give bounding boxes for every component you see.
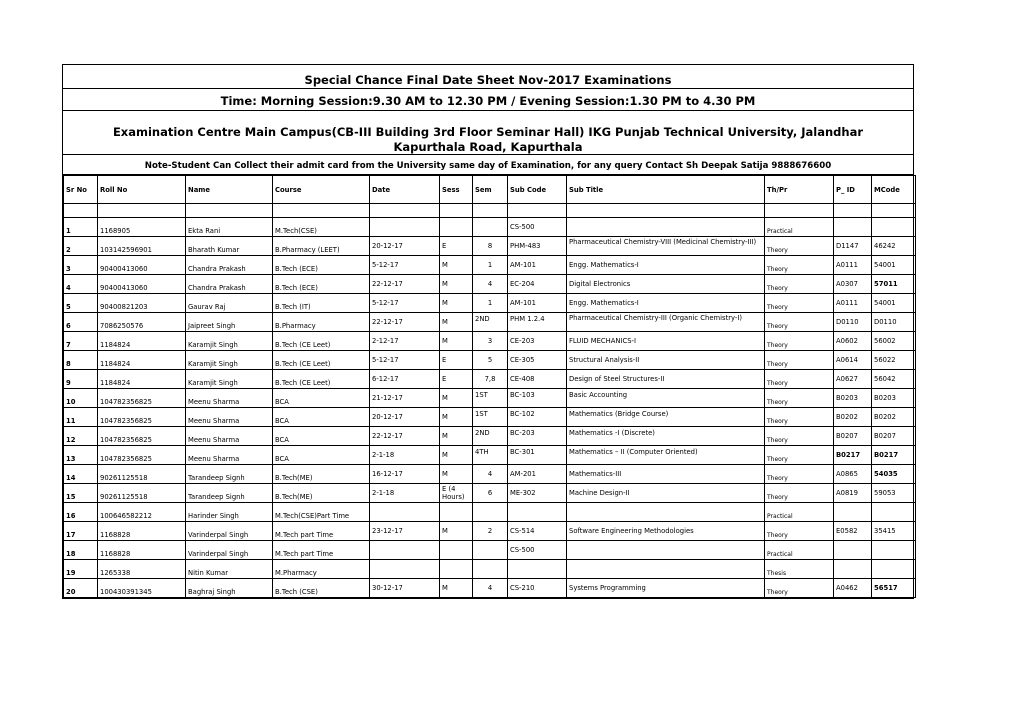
paper-id-cell: B0202 (834, 408, 872, 427)
exam-centre (63, 111, 913, 155)
date-cell: 21-12-17 (370, 389, 440, 408)
course-cell: B.Tech (CE Leet) (273, 332, 370, 351)
sr-cell: 9 (64, 370, 98, 389)
paper-id-cell: A0111 (834, 294, 872, 313)
sub-code-cell: CS-500 (508, 218, 567, 237)
course-cell: B.Tech (CSE) (273, 579, 370, 598)
name-cell: Meenu Sharma (186, 408, 273, 427)
session-cell (440, 503, 473, 522)
course-cell: BCA (273, 408, 370, 427)
name-cell: Meenu Sharma (186, 446, 273, 465)
th-pr-cell: Theory (765, 408, 834, 427)
sub-title-cell: Software Engineering Methodologies (567, 522, 765, 541)
course-cell: M.Tech part Time (273, 541, 370, 560)
date-cell (370, 560, 440, 579)
mcode-cell: 54035 (872, 465, 916, 484)
paper-id-cell: B0207 (834, 427, 872, 446)
semester-cell: 8 (473, 237, 508, 256)
sub-code-cell: AM-101 (508, 294, 567, 313)
sub-title-cell: Engg. Mathematics-I (567, 294, 765, 313)
paper-id-cell: A0462 (834, 579, 872, 598)
col-header: Sr No (64, 176, 98, 204)
name-cell: Bharath Kumar (186, 237, 273, 256)
sr-cell: 8 (64, 351, 98, 370)
sub-code-cell: AM-101 (508, 256, 567, 275)
session-cell: M (440, 522, 473, 541)
exam-centre-line1: Examination Centre Main Campus(CB-III Building 3rd Floor Seminar Hall) IKG Punjab Technical University, Jalandhar (112, 125, 864, 139)
roll-no-cell: 104782356825 (98, 446, 186, 465)
paper-id-cell: A0307 (834, 275, 872, 294)
sub-code-cell: BC-203 (508, 427, 567, 446)
mcode-cell: B0207 (872, 427, 916, 446)
session-cell (440, 560, 473, 579)
course-cell: B.Pharmacy (273, 313, 370, 332)
mcode-cell: 56002 (872, 332, 916, 351)
date-cell (370, 218, 440, 237)
date-cell: 20-12-17 (370, 237, 440, 256)
date-cell: 2-1-18 (370, 484, 440, 503)
mcode-cell (872, 560, 916, 579)
th-pr-cell: Theory (765, 484, 834, 503)
semester-cell: 4 (473, 465, 508, 484)
date-cell: 5-12-17 (370, 351, 440, 370)
date-cell: 5-12-17 (370, 256, 440, 275)
note: Note-Student Can Collect their admit card from the University same day of Examination, for any query Contact Sh Deepak Satija 9888676600 (63, 155, 913, 175)
sr-cell: 18 (64, 541, 98, 560)
sub-title-cell: Engg. Mathematics-I (567, 256, 765, 275)
table-row (64, 332, 916, 351)
sub-title-cell: Mathematics – II (Computer Oriented) (567, 446, 765, 465)
mcode-cell (872, 541, 916, 560)
paper-id-cell: A0627 (834, 370, 872, 389)
table-row (64, 503, 916, 522)
sub-title-cell: Mathematics -I (Discrete) (567, 427, 765, 446)
course-cell: B.Tech (ECE) (273, 256, 370, 275)
semester-cell: 1ST (473, 408, 508, 427)
name-cell: Varinderpal Singh (186, 541, 273, 560)
th-pr-cell: Theory (765, 465, 834, 484)
paper-id-cell: A0602 (834, 332, 872, 351)
sub-code-cell: EC-204 (508, 275, 567, 294)
roll-no-cell: 104782356825 (98, 427, 186, 446)
roll-no-cell: 1265338 (98, 560, 186, 579)
th-pr-cell: Theory (765, 389, 834, 408)
th-pr-cell: Theory (765, 427, 834, 446)
sub-code-cell: CE-305 (508, 351, 567, 370)
semester-cell: 4 (473, 275, 508, 294)
name-cell: Meenu Sharma (186, 389, 273, 408)
semester-cell: 2 (473, 522, 508, 541)
semester-cell (473, 503, 508, 522)
session-cell: M (440, 427, 473, 446)
th-pr-cell: Theory (765, 522, 834, 541)
semester-cell: 5 (473, 351, 508, 370)
mcode-cell: 59053 (872, 484, 916, 503)
date-cell: 22-12-17 (370, 427, 440, 446)
table-row (64, 370, 916, 389)
table-row (64, 560, 916, 579)
semester-cell (473, 218, 508, 237)
sheet-title: Special Chance Final Date Sheet Nov-2017 Examinations (63, 65, 913, 89)
paper-id-cell: D1147 (834, 237, 872, 256)
name-cell: Chandra Prakash (186, 275, 273, 294)
exam-centre-line2: Kapurthala Road, Kapurthala (393, 140, 583, 154)
roll-no-cell: 100646582212 (98, 503, 186, 522)
table-row (64, 465, 916, 484)
name-cell: Nitin Kumar (186, 560, 273, 579)
course-cell: M.Tech(CSE)Part Time (273, 503, 370, 522)
paper-id-cell: A0111 (834, 256, 872, 275)
sub-title-cell: FLUID MECHANICS-I (567, 332, 765, 351)
th-pr-cell: Theory (765, 294, 834, 313)
table-row (64, 408, 916, 427)
sub-code-cell: CS-210 (508, 579, 567, 598)
date-cell: 22-12-17 (370, 313, 440, 332)
name-cell: Meenu Sharma (186, 427, 273, 446)
date-cell: 5-12-17 (370, 294, 440, 313)
session-cell: M (440, 408, 473, 427)
paper-id-cell (834, 541, 872, 560)
course-cell: BCA (273, 427, 370, 446)
name-cell: Karamjit Singh (186, 351, 273, 370)
table-row (64, 541, 916, 560)
session-cell: M (440, 313, 473, 332)
roll-no-cell: 1168828 (98, 541, 186, 560)
col-header: Date (370, 176, 440, 204)
col-header: P_ ID (834, 176, 872, 204)
sub-code-cell: BC-102 (508, 408, 567, 427)
roll-no-cell: 90261125518 (98, 465, 186, 484)
col-header: Roll No (98, 176, 186, 204)
name-cell: Chandra Prakash (186, 256, 273, 275)
table-row (64, 275, 916, 294)
table-row (64, 256, 916, 275)
roll-no-cell: 1184824 (98, 332, 186, 351)
th-pr-cell: Practical (765, 503, 834, 522)
mcode-cell (872, 218, 916, 237)
th-pr-cell: Theory (765, 237, 834, 256)
session-cell (440, 218, 473, 237)
session-cell: E (4 Hours) (440, 484, 473, 503)
sr-cell: 16 (64, 503, 98, 522)
semester-cell: 1ST (473, 389, 508, 408)
paper-id-cell (834, 560, 872, 579)
col-header: Course (273, 176, 370, 204)
session-cell: M (440, 294, 473, 313)
sub-code-cell: PHM 1.2.4 (508, 313, 567, 332)
sub-code-cell: CE-408 (508, 370, 567, 389)
table-row (64, 351, 916, 370)
sr-cell: 6 (64, 313, 98, 332)
table-row (64, 522, 916, 541)
sub-title-cell (567, 560, 765, 579)
sr-cell: 10 (64, 389, 98, 408)
paper-id-cell: A0614 (834, 351, 872, 370)
session-cell: M (440, 332, 473, 351)
roll-no-cell: 104782356825 (98, 389, 186, 408)
roll-no-cell: 90261125518 (98, 484, 186, 503)
date-cell: 20-12-17 (370, 408, 440, 427)
roll-no-cell: 90400413060 (98, 256, 186, 275)
semester-cell: 4TH (473, 446, 508, 465)
semester-cell: 1 (473, 294, 508, 313)
session-cell: M (440, 256, 473, 275)
date-cell: 16-12-17 (370, 465, 440, 484)
session-cell: E (440, 370, 473, 389)
paper-id-cell: B0217 (834, 446, 872, 465)
sub-title-cell: Digital Electronics (567, 275, 765, 294)
date-cell (370, 541, 440, 560)
semester-cell: 2ND (473, 313, 508, 332)
sr-cell: 13 (64, 446, 98, 465)
date-cell: 6-12-17 (370, 370, 440, 389)
spacer-row (64, 204, 916, 218)
sub-title-cell: Machine Design-II (567, 484, 765, 503)
th-pr-cell: Theory (765, 313, 834, 332)
date-cell: 2-12-17 (370, 332, 440, 351)
th-pr-cell: Thesis (765, 560, 834, 579)
th-pr-cell: Theory (765, 332, 834, 351)
table-header-row (64, 176, 916, 204)
date-sheet-table (63, 175, 916, 598)
roll-no-cell: 90400821203 (98, 294, 186, 313)
session-cell: M (440, 275, 473, 294)
mcode-cell: D0110 (872, 313, 916, 332)
mcode-cell: B0217 (872, 446, 916, 465)
col-header: MCode (872, 176, 916, 204)
sr-cell: 4 (64, 275, 98, 294)
date-cell: 22-12-17 (370, 275, 440, 294)
semester-cell: 2ND (473, 427, 508, 446)
semester-cell: 4 (473, 579, 508, 598)
sr-cell: 3 (64, 256, 98, 275)
table-row (64, 427, 916, 446)
table-row (64, 294, 916, 313)
sub-code-cell: BC-103 (508, 389, 567, 408)
mcode-cell: B0203 (872, 389, 916, 408)
table-row (64, 313, 916, 332)
paper-id-cell (834, 503, 872, 522)
mcode-cell (872, 503, 916, 522)
course-cell: B.Tech (CE Leet) (273, 370, 370, 389)
sr-cell: 11 (64, 408, 98, 427)
name-cell: Ekta Rani (186, 218, 273, 237)
sub-title-cell: Mathematics-III (567, 465, 765, 484)
course-cell: B.Tech(ME) (273, 465, 370, 484)
date-cell: 23-12-17 (370, 522, 440, 541)
mcode-cell: 57011 (872, 275, 916, 294)
th-pr-cell: Theory (765, 446, 834, 465)
sub-code-cell: CS-514 (508, 522, 567, 541)
sr-cell: 2 (64, 237, 98, 256)
sub-code-cell: BC-301 (508, 446, 567, 465)
col-header: Th/Pr (765, 176, 834, 204)
sub-title-cell (567, 503, 765, 522)
name-cell: Jaipreet Singh (186, 313, 273, 332)
course-cell: M.Tech(CSE) (273, 218, 370, 237)
session-cell: M (440, 389, 473, 408)
semester-cell (473, 560, 508, 579)
course-cell: B.Tech (IT) (273, 294, 370, 313)
course-cell: M.Tech part Time (273, 522, 370, 541)
sr-cell: 15 (64, 484, 98, 503)
semester-cell: 7,8 (473, 370, 508, 389)
date-cell: 30-12-17 (370, 579, 440, 598)
sub-title-cell: Design of Steel Structures-II (567, 370, 765, 389)
sub-code-cell: PHM-483 (508, 237, 567, 256)
table-row (64, 237, 916, 256)
roll-no-cell: 7086250576 (98, 313, 186, 332)
paper-id-cell (834, 218, 872, 237)
col-header: Sess (440, 176, 473, 204)
course-cell: B.Pharmacy (LEET) (273, 237, 370, 256)
sub-code-cell: AM-201 (508, 465, 567, 484)
name-cell: Tarandeep Signh (186, 484, 273, 503)
paper-id-cell: A0865 (834, 465, 872, 484)
mcode-cell: 54001 (872, 256, 916, 275)
sub-title-cell: Pharmaceutical Chemistry-III (Organic Chemistry-I) (567, 313, 765, 332)
mcode-cell: 56517 (872, 579, 916, 598)
paper-id-cell: D0110 (834, 313, 872, 332)
sub-title-cell: Basic Accounting (567, 389, 765, 408)
th-pr-cell: Theory (765, 370, 834, 389)
sr-cell: 1 (64, 218, 98, 237)
col-header: Sub Code (508, 176, 567, 204)
sub-code-cell (508, 503, 567, 522)
th-pr-cell: Theory (765, 275, 834, 294)
date-cell (370, 503, 440, 522)
sr-cell: 7 (64, 332, 98, 351)
mcode-cell: 56022 (872, 351, 916, 370)
course-cell: B.Tech (CE Leet) (273, 351, 370, 370)
th-pr-cell: Practical (765, 218, 834, 237)
session-cell: M (440, 465, 473, 484)
sub-title-cell: Mathematics (Bridge Course) (567, 408, 765, 427)
sub-title-cell (567, 218, 765, 237)
course-cell: BCA (273, 389, 370, 408)
sr-cell: 5 (64, 294, 98, 313)
course-cell: B.Tech (ECE) (273, 275, 370, 294)
sr-cell: 17 (64, 522, 98, 541)
date-cell: 2-1-18 (370, 446, 440, 465)
semester-cell: 6 (473, 484, 508, 503)
sub-title-cell: Pharmaceutical Chemistry-VIII (Medicinal Chemistry-III) (567, 237, 765, 256)
sub-title-cell (567, 541, 765, 560)
name-cell: Harinder Singh (186, 503, 273, 522)
th-pr-cell: Theory (765, 579, 834, 598)
course-cell: B.Tech(ME) (273, 484, 370, 503)
table-row (64, 579, 916, 598)
name-cell: Varinderpal Singh (186, 522, 273, 541)
roll-no-cell: 1168905 (98, 218, 186, 237)
sr-cell: 12 (64, 427, 98, 446)
table-row (64, 484, 916, 503)
name-cell: Karamjit Singh (186, 332, 273, 351)
session-cell: E (440, 237, 473, 256)
session-timings: Time: Morning Session:9.30 AM to 12.30 PM / Evening Session:1.30 PM to 4.30 PM (63, 89, 913, 111)
th-pr-cell: Theory (765, 351, 834, 370)
session-cell: M (440, 579, 473, 598)
paper-id-cell: E0582 (834, 522, 872, 541)
mcode-cell: 35415 (872, 522, 916, 541)
roll-no-cell: 1168828 (98, 522, 186, 541)
session-cell: E (440, 351, 473, 370)
name-cell: Tarandeep Signh (186, 465, 273, 484)
sub-code-cell: CE-203 (508, 332, 567, 351)
course-cell: M.Pharmacy (273, 560, 370, 579)
sub-title-cell: Structural Analysis-II (567, 351, 765, 370)
semester-cell: 3 (473, 332, 508, 351)
paper-id-cell: B0203 (834, 389, 872, 408)
col-header: Sem (473, 176, 508, 204)
sub-title-cell: Systems Programming (567, 579, 765, 598)
sr-cell: 19 (64, 560, 98, 579)
mcode-cell: 46242 (872, 237, 916, 256)
date-sheet (62, 64, 914, 599)
sub-code-cell: CS-500 (508, 541, 567, 560)
roll-no-cell: 1184824 (98, 351, 186, 370)
session-cell (440, 541, 473, 560)
col-header: Sub Title (567, 176, 765, 204)
name-cell: Baghraj Singh (186, 579, 273, 598)
semester-cell: 1 (473, 256, 508, 275)
semester-cell (473, 541, 508, 560)
mcode-cell: B0202 (872, 408, 916, 427)
th-pr-cell: Theory (765, 256, 834, 275)
roll-no-cell: 90400413060 (98, 275, 186, 294)
col-header: Name (186, 176, 273, 204)
sub-code-cell (508, 560, 567, 579)
sr-cell: 14 (64, 465, 98, 484)
mcode-cell: 56042 (872, 370, 916, 389)
name-cell: Gaurav Raj (186, 294, 273, 313)
name-cell: Karamjit Singh (186, 370, 273, 389)
session-cell: M (440, 446, 473, 465)
sub-code-cell: ME-302 (508, 484, 567, 503)
roll-no-cell: 100430391345 (98, 579, 186, 598)
paper-id-cell: A0819 (834, 484, 872, 503)
table-row (64, 218, 916, 237)
course-cell: BCA (273, 446, 370, 465)
sr-cell: 20 (64, 579, 98, 598)
mcode-cell: 54001 (872, 294, 916, 313)
roll-no-cell: 103142596901 (98, 237, 186, 256)
table-row (64, 389, 916, 408)
table-row (64, 446, 916, 465)
th-pr-cell: Practical (765, 541, 834, 560)
roll-no-cell: 1184824 (98, 370, 186, 389)
roll-no-cell: 104782356825 (98, 408, 186, 427)
